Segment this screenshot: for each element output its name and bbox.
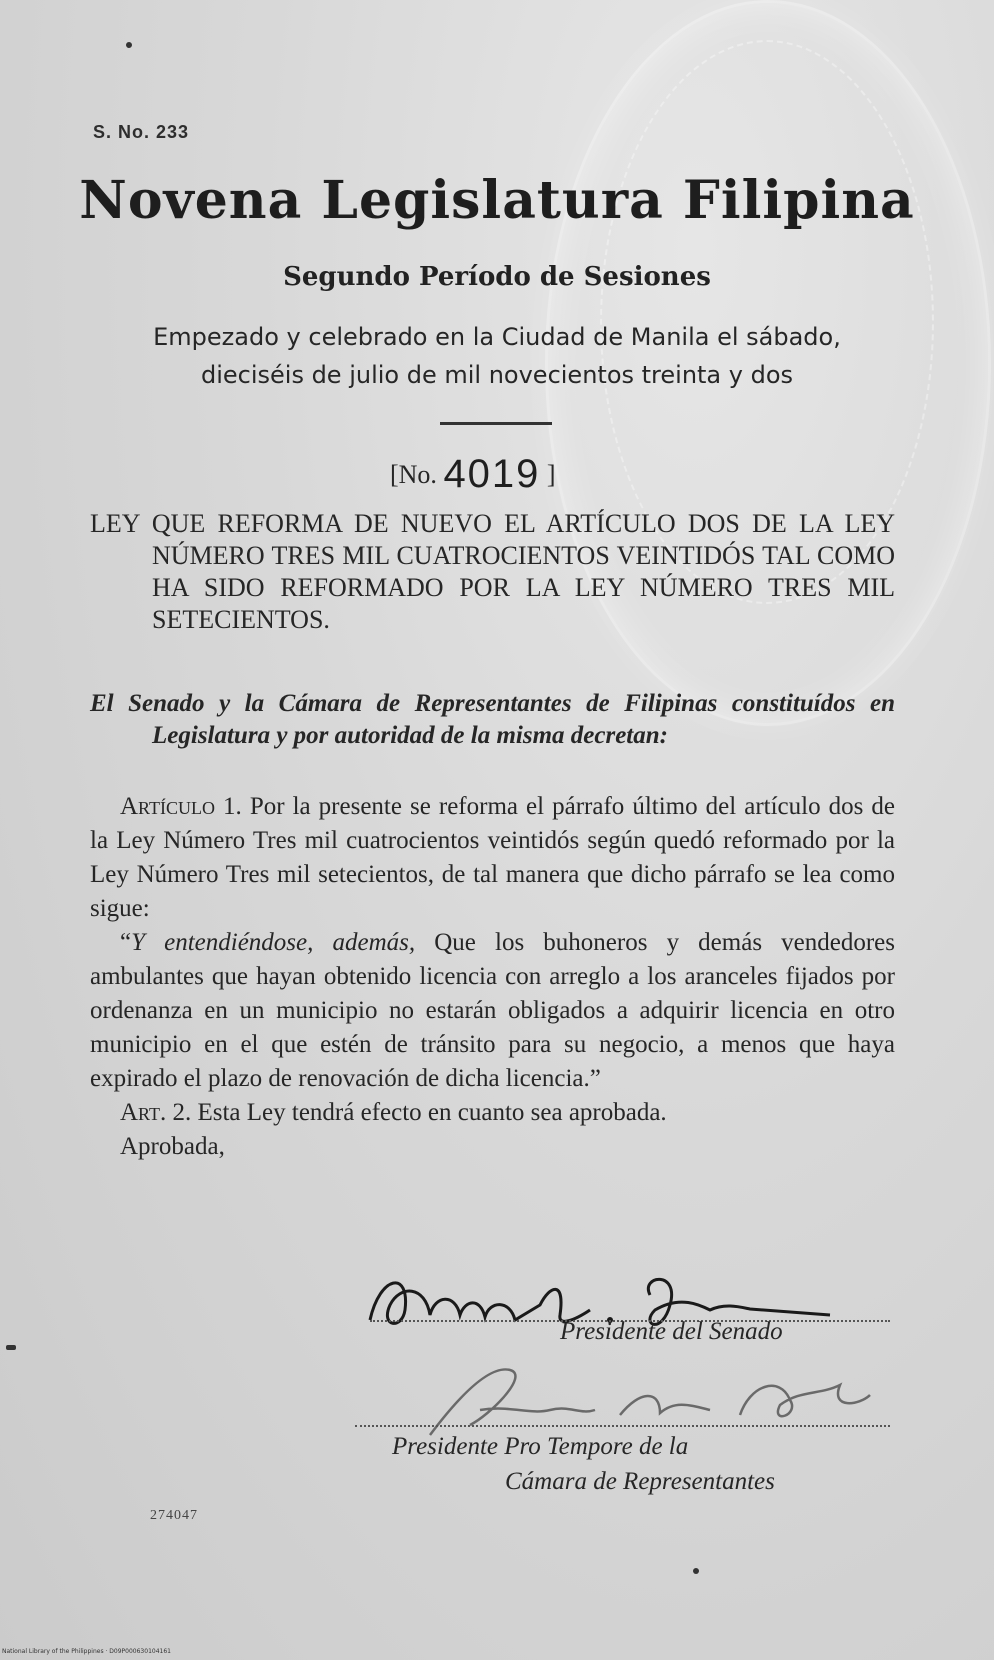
act-number-line — [390, 448, 556, 496]
signature-line-2 — [355, 1425, 890, 1427]
approved-line: Aprobada, — [120, 1133, 225, 1160]
quote-text: Que los buhoneros y demás vendedores ambulantes que hayan obtenido licencia con arreglo a los aranceles fijados por ordenanza en un municipio no estarán obligados a adquirir licencia en otro municipio en el que estén de tránsito para su negocio, a menos que haya expirado el plazo de renovación de dicha licencia.” — [90, 929, 896, 1092]
session-intro — [0, 318, 994, 394]
house-president-signature — [420, 1355, 900, 1445]
act-number-prefix: [No. — [390, 460, 437, 489]
paper-speck — [126, 42, 132, 48]
act-number-suffix: ] — [546, 460, 556, 489]
senate-bill-number: S. No. 233 — [93, 122, 190, 142]
divider-rule — [440, 422, 552, 425]
intro-line-1: Empezado y celebrado en la Ciudad de Manila el sábado, — [153, 323, 841, 351]
print-number: 274047 — [150, 1508, 198, 1523]
signature-2-title-line-2: Cámara de Representantes — [505, 1468, 775, 1495]
article-1 — [90, 790, 895, 926]
paper-speck — [693, 1568, 699, 1574]
document-subtitle: Segundo Período de Sesiones — [283, 262, 711, 292]
article-1-text: Por la presente se reforma el párrafo último del artículo dos de la Ley Número Tres mil cuatrocientos veintidós según quedó reformado por la Ley Número Tres mil setecientos, de tal manera que dicho párrafo se lea como sigue: — [90, 793, 896, 922]
quoted-paragraph — [90, 926, 895, 1096]
act-heading: LEY QUE REFORMA DE NUEVO EL ARTÍCULO DOS DE LA LEY NÚMERO TRES MIL CUATROCIENTOS VEINTIDÓS TAL COMO HA SIDO REFORMADO POR LA LEY NÚMERO TRES MIL SETECIENTOS. — [90, 509, 895, 634]
quote-open-mark: “ — [120, 929, 132, 956]
enacting-clause: El Senado y la Cámara de Representantes de Filipinas constituídos en Legislatura y por autoridad de la misma decretan: — [90, 690, 895, 749]
intro-line-2: dieciséis de julio de mil novecientos treinta y dos — [200, 361, 794, 389]
quote-italic-lead: Y entendiéndose, además, — [131, 929, 416, 956]
article-2-text: Esta Ley tendrá efecto en cuanto sea aprobada. — [197, 1099, 667, 1126]
act-number-handwritten: 4019 — [443, 452, 541, 496]
document-title: Novena Legislatura Filipina — [79, 170, 915, 231]
act-body — [90, 790, 895, 1164]
signature-1-title: Presidente del Senado — [560, 1318, 783, 1345]
paper-speck — [6, 1345, 16, 1350]
signature-2-title-line-1: Presidente Pro Tempore de la — [392, 1433, 689, 1460]
article-2-label: Art. 2. — [120, 1099, 192, 1126]
archive-footer: National Library of the Philippines · D09P000630104161 — [2, 1648, 171, 1655]
article-1-label: Artículo 1. — [120, 793, 242, 820]
article-2 — [90, 1096, 895, 1130]
